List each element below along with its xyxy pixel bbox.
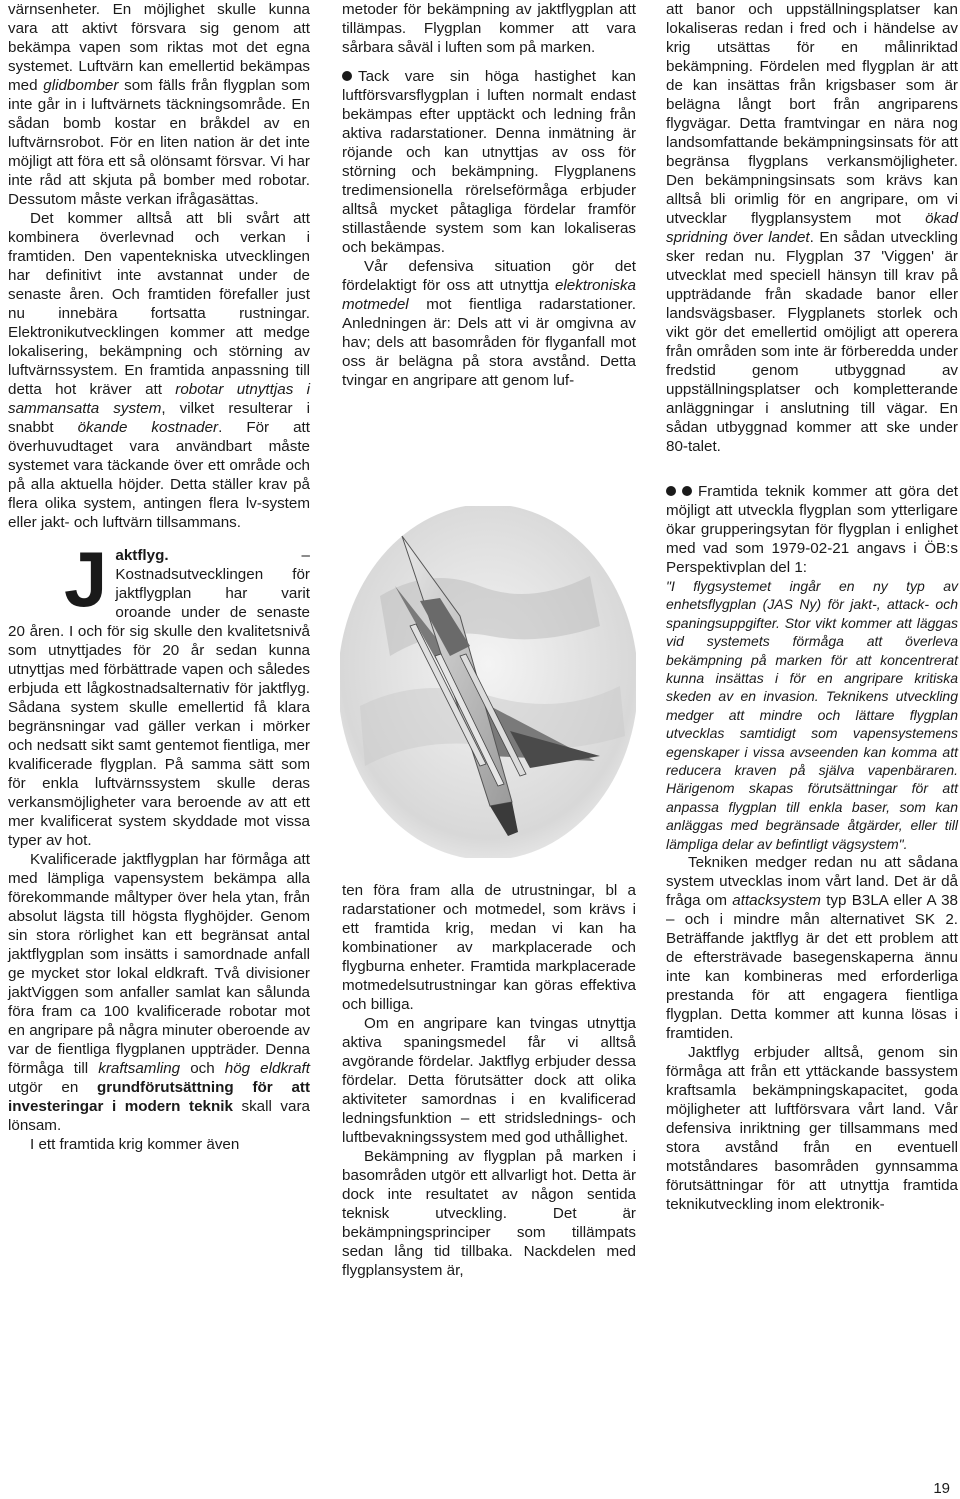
- bullet-icon: [342, 71, 352, 81]
- column-2-bottom: [342, 881, 636, 1280]
- paragraph: värnsenheter. En möjlighet skulle kunna vara att aktivt försvara sig genom att bekämpa vapen som riktas mot det egna systemet. Luftvärn kan emellertid bekämpas med glidbomber som fälls från flygplan som inte går in i luftvärnets täckningsområde. En sådan bomb kostar en bråkdel av en luftvärnsrobot. För en liten nation är det inte möjligt att föra ett så olönsamt försvar. Vi har inte råd att skjuta på bomber med robotar. Dessutom måste verkan ifrågasättas.: [8, 1, 310, 208]
- paragraph: Tack vare sin höga hastighet kan luftförsvarsflygplan i luften normalt endast bekämpas efter upptäckt och ledning från aktiva radarstationer. Denna inmätning är röjande och kan utnyttjas av oss för störning och bekämpning. Flygplanens tredimensionella rörelseförmåga erbjuder alltså mycket påtagliga fördelar framför stillastående system som kan lokaliseras och bekämpas.: [342, 68, 636, 256]
- bullet-icon: [666, 486, 676, 496]
- paragraph: aktflyg. – Kostnadsutvecklingen för jaktflygplan har varit oroande under de senaste 20 åren. I och för sig skulle den kvalitetsnivå som utnyttjades för 20 år sedan kunna utnyttjas med förbättrade vapen och således erbjuda ett lågkostnadsalternativ för jaktflyg. Sådana system skulle emellertid få klara begränsningar vad gäller verkan i mörker och nedsatt sikt samt gentemot fientliga, mer kvalificerade flygplan. På samma sätt som för enkla luftvärnssystem skulle deras verkansmöjligheter vara beroende av att ett mer kvalificerat system skyddade mot vissa typer av hot.: [8, 547, 310, 849]
- paragraph: Bekämpning av flygplan på marken i basområden utgör ett allvarligt hot. Detta är dock inte resultatet av någon sentida teknisk utveckling. Det är bekämpningsprinciper som tillämpats sedan lång tid tillbaka. Nackdelen med flygplansystem är,: [342, 1148, 636, 1279]
- paragraph: I ett framtida krig kommer även: [30, 1136, 240, 1153]
- column-1: [8, 0, 310, 1154]
- block-quote: "I flygsystemet ingår en ny typ av enhetsflygplan (JAS Ny) för jakt-, attack- och spaningsuppgifter. Stor vikt kommer att läggas vid systemets förmåga att överleva bekämpning på marken för att koncentrerat kunna insättas i för en angripare kritiska skeden av en invasion. Teknikens utveckling medger att mindre och lättare flygplan utvecklas samtidigt som vapensystemens egenskaper i vissa avseenden kan komma att reducera kraven på själva vapenbäraren. Härigenom skapas förutsättningar för att anpassa flygplan till enkla baser, som kan anläggas med begränsade åtgärder, eller till lämpliga delar av befintligt vägsystem".: [666, 578, 958, 852]
- column-3: [666, 0, 958, 1214]
- aircraft-illustration: [340, 506, 636, 858]
- paragraph: att banor och uppställningsplatser kan lokaliseras redan i fred och i händelse av krig utsättas för en målinriktad bekämpning. Fördelen med flygplan är att de kan insättas från krigsbaser som är belägna långt bort från angriparens flygvägar. Detta framtvingar en nära nog landsomfattande bekämpningsinsats för att begränsa flygplans verkansmöjligheter. Den bekämpningsinsats som krävs kan alltså bli orimlig för en angripare, om vi utvecklar flygplansystem mot ökad spridning över landet. En sådan utveckling sker redan nu. Flygplan 37 'Viggen' är utvecklat med speciell hänsyn till krav på uppträdande från skadade banor eller landsvägsbaser. Flygplanets storlek och vikt gör det emellertid omöjligt att operera från områden som inte är förberedda under fredstid genom utbyggnad av uppställningsplatser och kompletterande anläggningar i anslutning till vägar. En sådan utbyggnad kommer att ske under 80-talet.: [666, 1, 959, 455]
- paragraph: Kvalificerade jaktflygplan har förmåga att med lämpliga vapensystem bekämpa alla förekommande måltyper över hela ytan, från absolut lägsta till högsta flyghöjder. Genom sin stora rörlighet kan ett begränsat antal jaktflygplan som insätts i samordnade anfall ge mycket stor lokal eldkraft. Två divisioner jaktViggen som anfaller samlat kan sålunda föra fram ca 100 kvalificerade robotar mot en angripare på några minuter oberoende av var de fientliga flygplanen uppträder. Denna förmåga till kraftsamling och hög eldkraft utgör en grundförutsättning för att investeringar i modern teknik skall vara lönsam.: [8, 851, 311, 1134]
- column-2-top: [342, 0, 636, 390]
- paragraph: Tekniken medger redan nu att sådana system utvecklas inom vårt land. Det är då fråga om attacksystem typ B3LA eller A 38 – och i mindre mån alternativet SK 2. Beträffande jaktflyg är det ett problem att de eftersträvade basegenskaperna ännu inte kan kombineras med erforderliga prestanda för att engagera fientliga flygplan. Detta kommer att kunna lösas i framtiden.: [666, 854, 958, 1043]
- paragraph: Vår defensiva situation gör det fördelaktigt för oss att utnyttja elektroniska motmedel mot fientliga radarstationer. Anledningen är: Dels att vi är omgivna av hav; dels att basområden för flyganfall mot oss är belägna på stora avstånd. Detta tvingar en angripare att genom luf-: [342, 258, 636, 389]
- paragraph: Jaktflyg erbjuder alltså, genom sin förmåga att från ett yttäckande bassystem kraftsamla bekämpningskapacitet, goda möjligheter att luftförsvara vårt land. Vår defensiva inriktning ger tillsammans med stora avstånd från en eventuell motståndares basområden gynnsamma förutsättningar för att utnyttja framtida teknikutveckling inom elektronik-: [666, 1044, 958, 1214]
- section-jaktflyg: [8, 535, 310, 850]
- paragraph: Om en angripare kan tvingas utnyttja aktiva spaningsmedel får vi alltså avgörande fördelar. Jaktflyg erbjuder dessa fördelar. Detta förutsätter dock att olika aktiviteter samordnas i en kvalificerad ledningsfunktion – ett stridslednings- och luftbevakningssystem med god uthållighet.: [342, 1015, 636, 1146]
- drop-cap: J: [64, 535, 108, 623]
- paragraph: metoder för bekämpning av jaktflygplan att tillämpas. Flygplan kommer att vara sårbara såväl i luften som på marken.: [342, 1, 636, 56]
- page-number: 19: [933, 1480, 950, 1497]
- paragraph: Det kommer alltså att bli svårt att kombinera överlevnad och verkan i framtiden. Den vapentekniska utvecklingen har definitivt inte avstannat under de senaste åren. Och framtiden förefaller just nu innebära fortsatta rustningar. Elektronikutvecklingen kommer att medge lokalisering, bekämpning och störning av luftvärnssystem. En framtida anpassning till detta hot kräver att robotar utnyttjas i sammansatta system, vilket resulterar i snabbt ökande kostnader. För att överhuvudtaget vara användbart måste systemet vara täckande över ett område och på alla aktuella höjder. Detta ställer krav på flera olika system, antingen flera lv-system eller jakt- och luftvärn tillsammans.: [8, 210, 310, 531]
- bullet-icon: [682, 486, 692, 496]
- paragraph: ten föra fram alla de utrustningar, bl a radarstationer och motmedel, som krävs i ett framtida krig, medan vi kan ha kombinationer av markplacerade och flygburna enheter. Framtida markplacerade motmedelsutrustningar kan göras effektiva och billiga.: [342, 882, 636, 1013]
- paragraph: Framtida teknik kommer att göra det möjligt att utveckla flygplan som ytterligare ökar grupperingsytan för flygplan i enlighet med vad som 1979-02-21 angavs i ÖB:s Perspektivplan del 1:: [666, 483, 958, 576]
- aircraft-photo: [340, 506, 636, 858]
